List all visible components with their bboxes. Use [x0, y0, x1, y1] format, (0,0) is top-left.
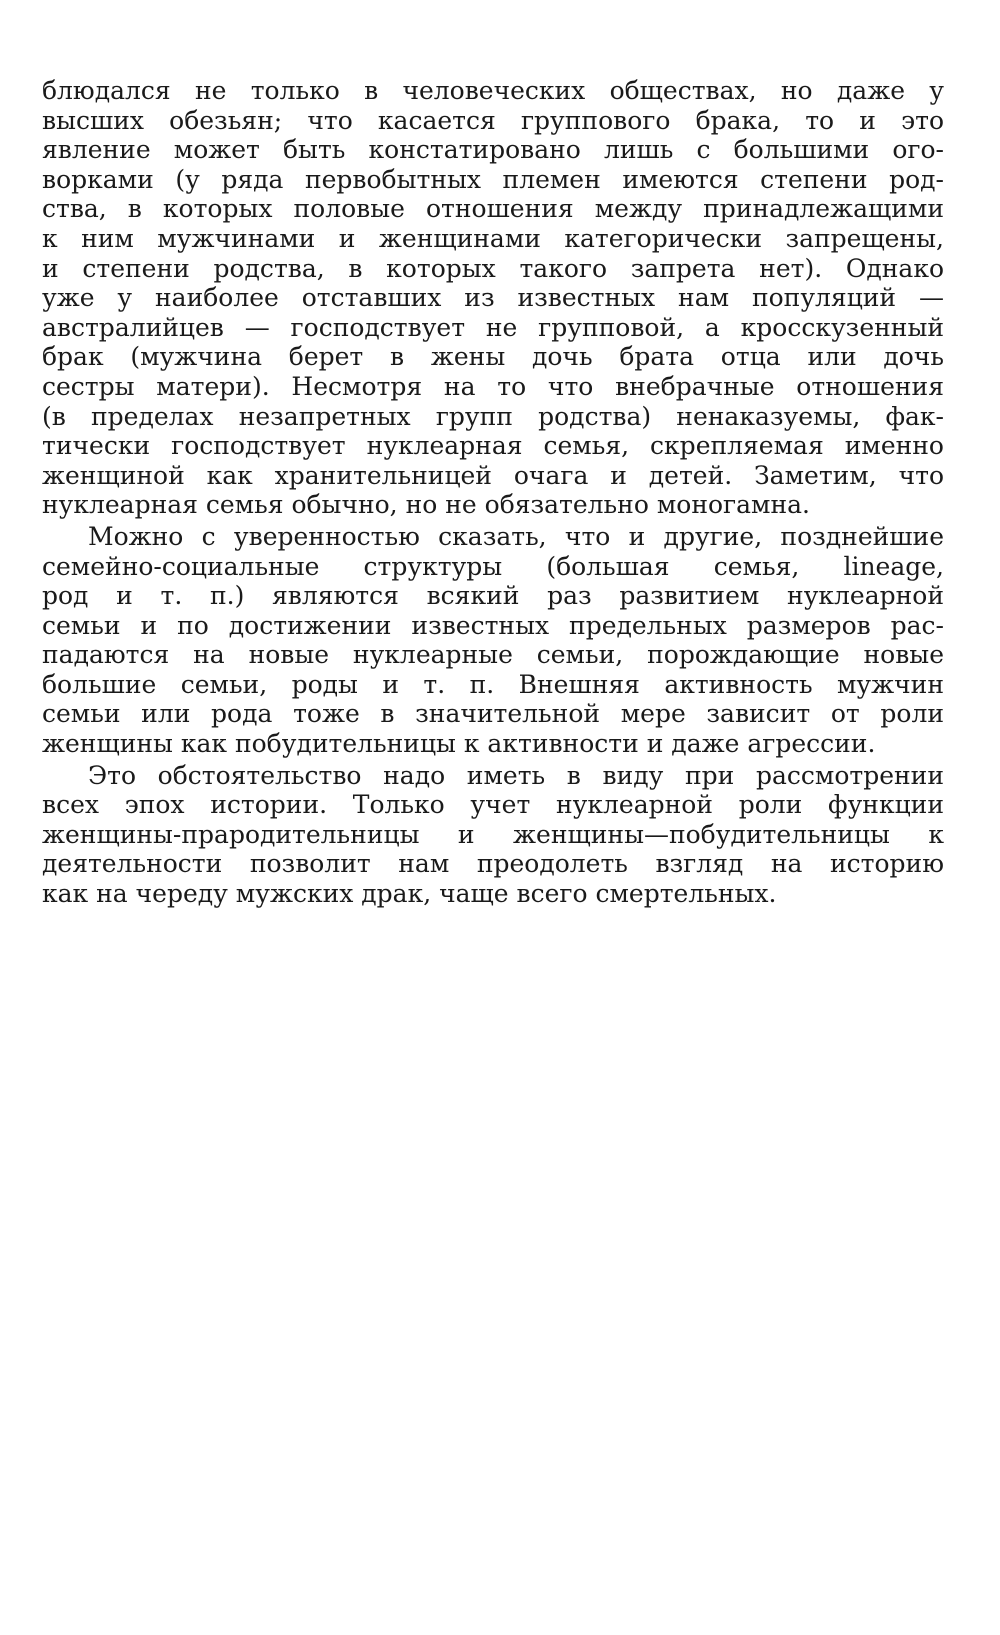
text-line: австралийцев — господствует не групповой, а кросскузенный — [42, 312, 944, 342]
text-line: большие семьи, роды и т. п. Внешняя активность мужчин — [42, 669, 944, 699]
text-line: семьи и по достижении известных предельных размеров рас- — [42, 610, 944, 640]
text-line: высших обезьян; что касается группового брака, то и это — [42, 105, 944, 135]
text-line: сестры матери). Несмотря на то что внебрачные отношения — [42, 371, 944, 401]
text-line: род и т. п.) являются всякий раз развитием нуклеарной — [42, 581, 944, 611]
paragraph-2 — [42, 522, 944, 759]
text-line: Можно с уверенностью сказать, что и другие, позднейшие — [88, 521, 944, 551]
text-line: уже у наиболее отставших из известных нам популяций — — [42, 283, 944, 313]
paragraph-3 — [42, 761, 944, 909]
text-line: и степени родства, в которых такого запрета нет). Однако — [42, 253, 944, 283]
text-line: женщины-прародительницы и женщины—побудительницы к — [42, 819, 944, 849]
text-line: женщины как побудительницы к активности и даже агрессии. — [42, 729, 876, 759]
text-line: ства, в которых половые отношения между принадлежащими — [42, 194, 944, 224]
text-line: падаются на новые нуклеарные семьи, порождающие новые — [42, 640, 944, 670]
body-text — [42, 76, 944, 911]
text-line: семьи или рода тоже в значительной мере зависит от роли — [42, 699, 944, 729]
text-line: явление может быть констатировано лишь с большими ого- — [42, 135, 944, 165]
text-line: семейно-социальные структуры (большая семья, lineage, — [42, 551, 944, 581]
text-line: тически господствует нуклеарная семья, скрепляемая именно — [42, 431, 944, 461]
text-line: всех эпох истории. Только учет нуклеарной роли функции — [42, 790, 944, 820]
text-line: блюдался не только в человеческих обществах, но даже у — [42, 76, 944, 105]
text-line: Это обстоятельство надо иметь в виду при рассмотрении — [88, 760, 944, 790]
text-line: как на череду мужских драк, чаще всего смертельных. — [42, 879, 777, 909]
text-line: деятельности позволит нам преодолеть взгляд на историю — [42, 849, 944, 879]
text-line: брак (мужчина берет в жены дочь брата отца или дочь — [42, 342, 944, 372]
text-line: к ним мужчинами и женщинами категорически запрещены, — [42, 223, 944, 253]
text-line: (в пределах незапретных групп родства) ненаказуемы, фак- — [42, 401, 944, 431]
text-line: нуклеарная семья обычно, но не обязательно моногамна. — [42, 490, 811, 520]
paragraph-1 — [42, 76, 944, 520]
text-line: женщиной как хранительницей очага и детей. Заметим, что — [42, 460, 944, 490]
text-line: ворками (у ряда первобытных племен имеются степени род- — [42, 164, 944, 194]
